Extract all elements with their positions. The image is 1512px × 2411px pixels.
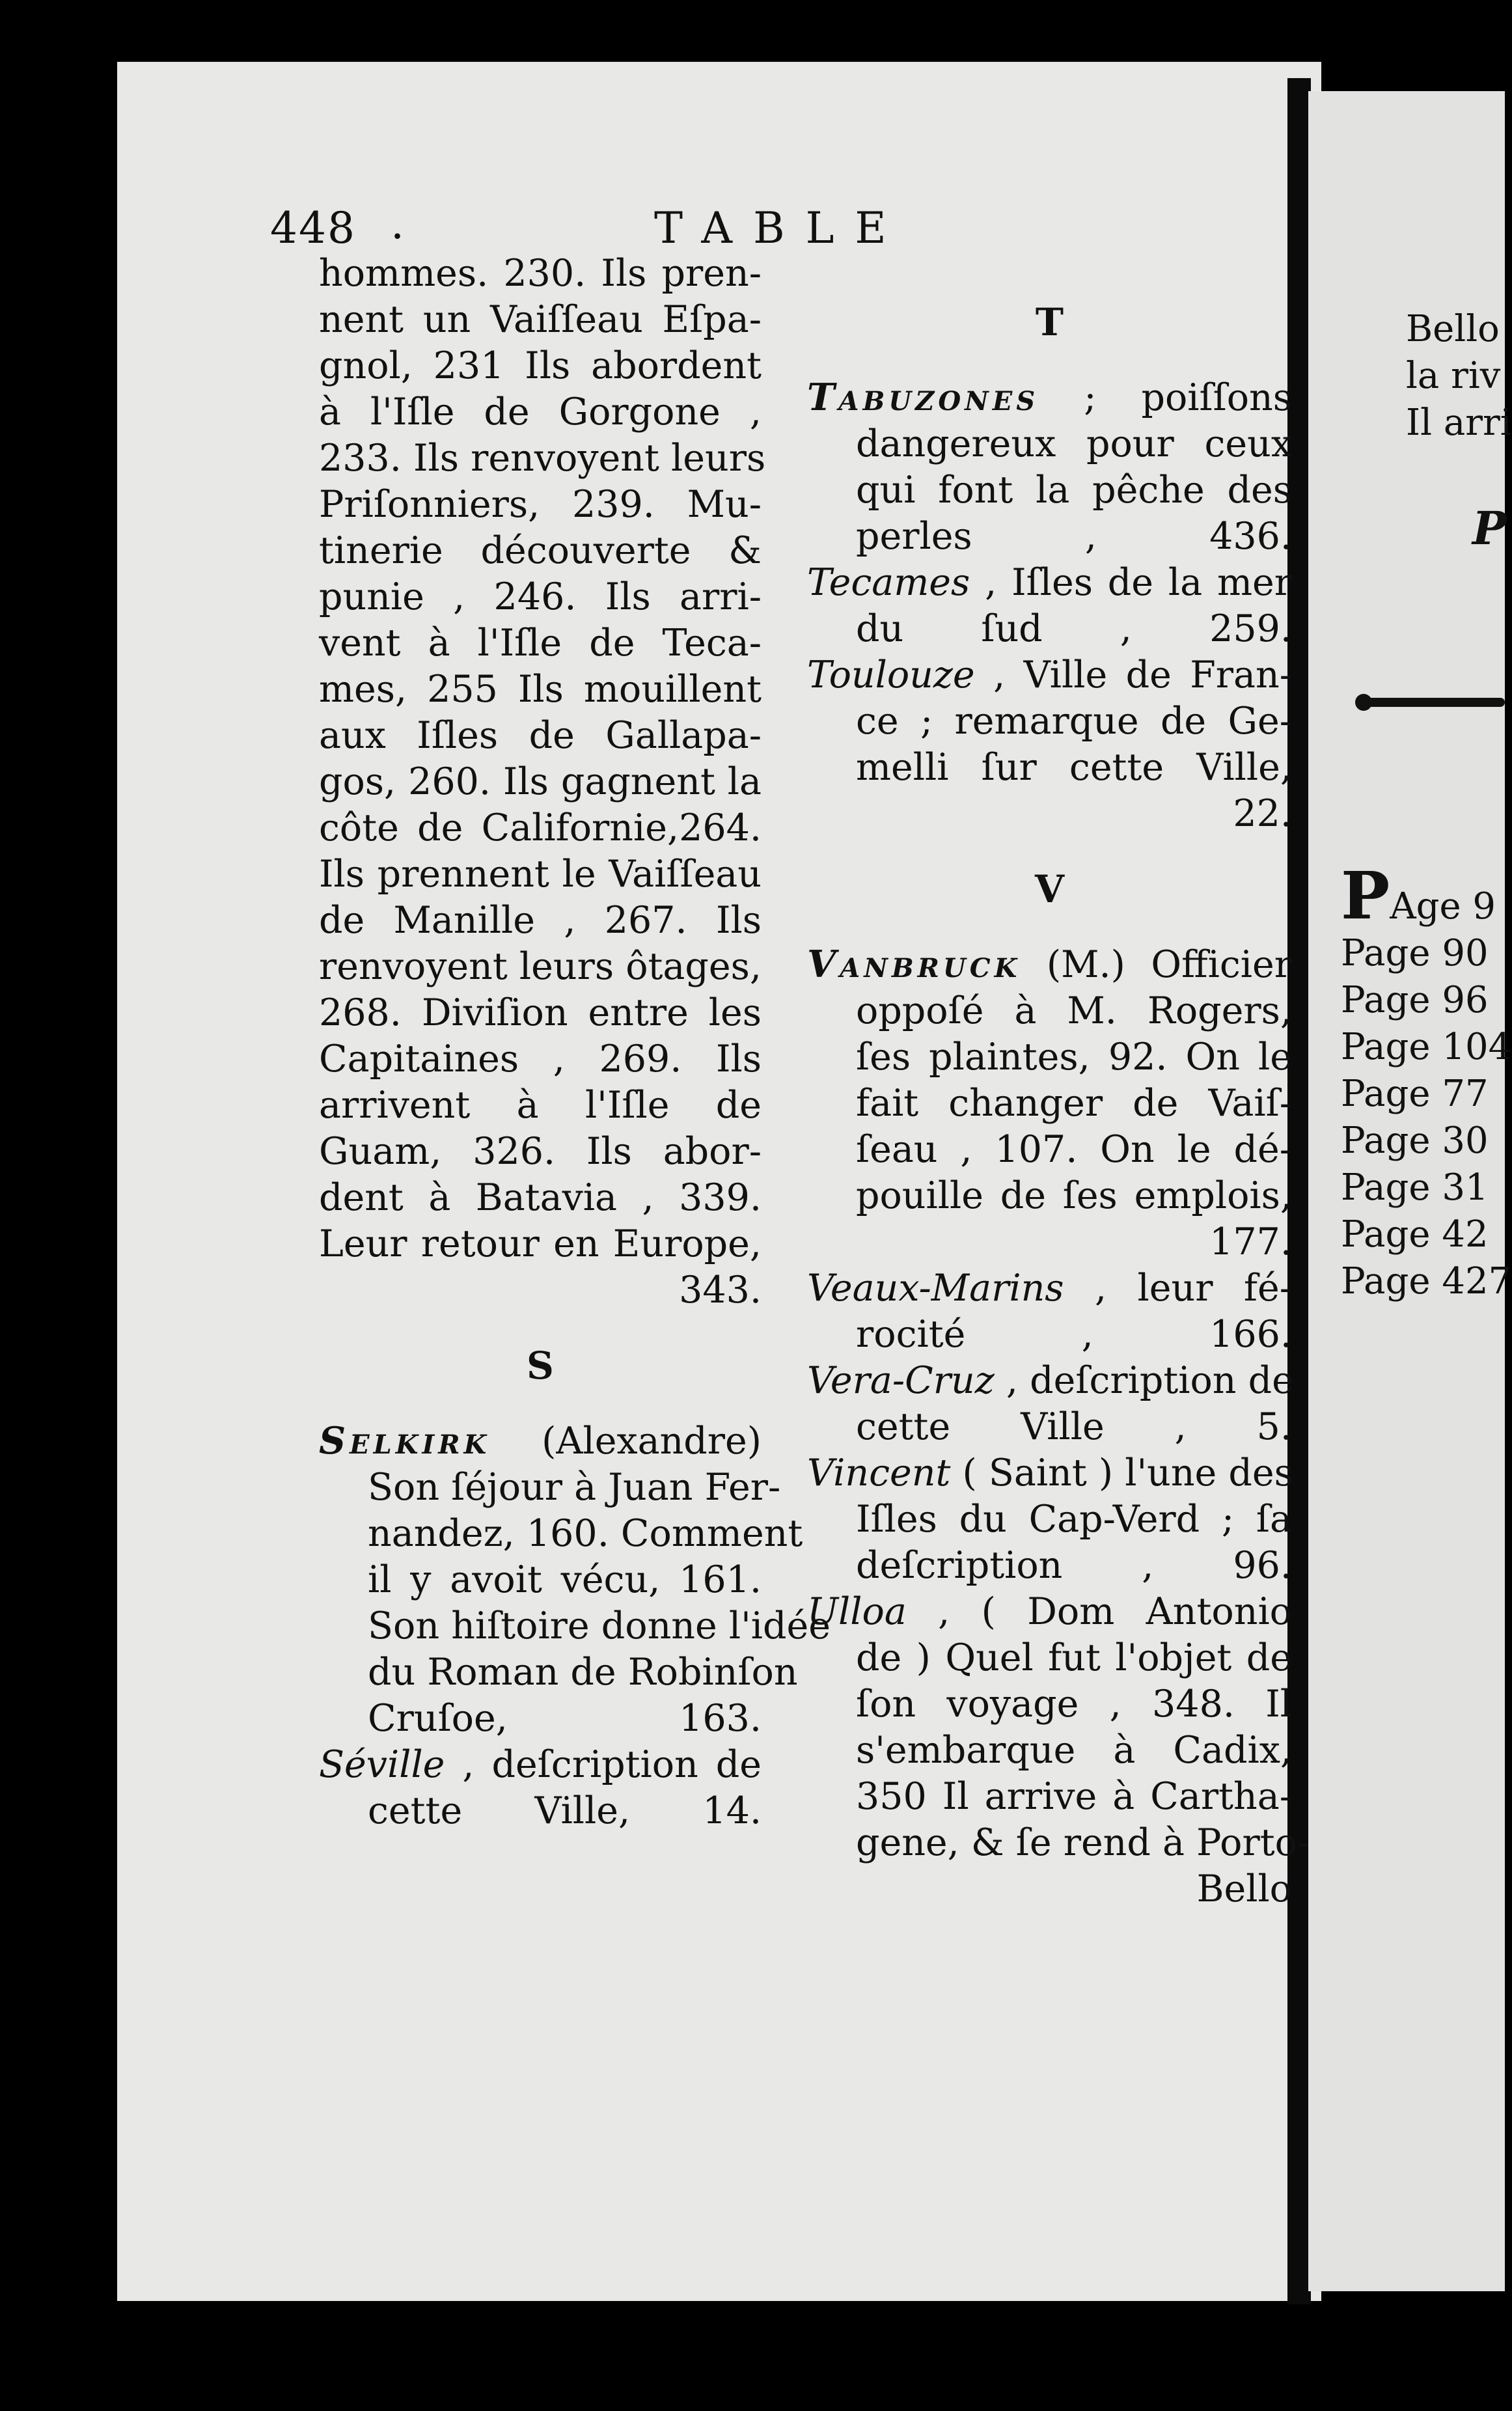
text-line: de ) Quel fut l'objet de [856,1636,1292,1679]
entry-headword: Veaux-Marins [807,1267,1064,1310]
text-line: qui font la pêche des [856,469,1292,512]
text-line: Page 96 [1341,979,1489,1021]
text-line: à l'Iſle de Gorgone , [319,391,762,434]
text-line: pouille de ſes emplois, [856,1174,1292,1217]
entry-headword: Ulloa [807,1590,907,1633]
text-line: la riv [1406,355,1501,397]
index-entry-vera-cruz [807,1358,1292,1404]
entry-text: ; poiſſons [1084,376,1292,419]
ornament-rule [1360,698,1505,707]
page-list-line [1341,1071,1511,1118]
text-line: Page 104 [1341,1026,1512,1068]
page-list-line [1341,1024,1511,1071]
entry-headword: Tecames [807,561,970,604]
entry-text: deſcription , [856,1544,1154,1587]
text-line: fait changer de Vaiſ- [856,1082,1292,1125]
right-page-initial: P [1472,501,1507,555]
entry-text: cette Ville , [856,1405,1187,1448]
entry-text: perles , [856,515,1097,558]
entry-text: cette Ville, [368,1789,631,1832]
text-line: nent un Vaiſſeau Eſpa- [319,298,762,341]
text-line: Age 9 [1390,885,1496,928]
entry-body [807,988,1292,1219]
page-list-line [1341,1164,1511,1211]
index-entry-seville [319,1742,762,1788]
index-entry-tecames [807,560,1292,606]
entry-last-line [319,1788,762,1834]
text-line: Leur retour en Europe, [319,1222,762,1265]
text-line: 350 Il arrive à Cartha- [856,1775,1292,1818]
section-letter-t: T [1035,300,1064,344]
text-line: Page 427 [1341,1260,1512,1302]
page-list-line [1341,857,1511,934]
entry-last-line [807,606,1292,652]
entry-last-line [807,1543,1292,1589]
index-entry-ulloa [807,1589,1292,1635]
entry-headword: Tabuzones [807,376,1039,419]
drop-cap: P [1341,857,1390,934]
right-page-list [1341,857,1512,1305]
running-title: TABLE [654,203,907,253]
text-line: Page 42 [1341,1213,1489,1256]
text-line: Ils prennent le Vaiſſeau [319,853,762,896]
entry-headword: Vera-Cruz [807,1359,995,1402]
entry-text: ( Saint ) l'une des [962,1452,1293,1495]
text-line: Il arri [1406,402,1512,444]
text-line: gene, & ſe rend à Porto- [856,1821,1310,1864]
text-line: il y avoit vécu, 161. [368,1558,762,1601]
entry-headword: Vincent [807,1452,951,1495]
text-line: 268. Diviſion entre les [319,991,762,1034]
text-line: dent à Batavia , 339. [319,1176,762,1219]
text-line: ſeau , 107. On le dé- [856,1128,1292,1171]
entry-body [807,698,1292,791]
text-line: renvoyent leurs ôtages, [319,945,762,988]
entry-text: du ſud , [856,607,1132,650]
text-line: du Roman de Robinſon [368,1651,798,1694]
text-line: punie , 246. Ils arri- [319,575,762,618]
text-line: Capitaines , 269. Ils [319,1038,762,1081]
section-letter-s: S [527,1343,554,1388]
text-line: Priſonniers, 239. Mu- [319,483,762,526]
entry-page-ref: 14. [702,1789,762,1832]
entry-page-ref: 96. [1233,1544,1293,1587]
page-list-line [1341,1118,1511,1164]
text-line: oppoſé à M. Rogers, [856,989,1292,1032]
index-entry-selkirk [319,1418,762,1465]
entry-page-ref: 177. [1209,1220,1292,1263]
entry-text: Cruſoe, [368,1697,508,1740]
entry-last-line [807,1404,1292,1450]
entry-text: , ( Dom Antonio [938,1590,1292,1633]
text-line: Page 31 [1341,1166,1489,1209]
text-line: melli ſur cette Ville, [856,746,1292,789]
index-entry-veaux-marins [807,1265,1292,1312]
text-line: s'embarque à Cadix, [856,1729,1292,1772]
page-list-line [1341,930,1511,977]
page-list-line [1341,1211,1511,1258]
text-line: Page 77 [1341,1073,1489,1115]
index-column-left [319,251,831,1834]
entry-text: , Ville de Fran- [993,654,1292,696]
index-entry-tabuzones [807,374,1292,421]
text-line: Son ſéjour à Juan Fer- [368,1466,781,1509]
entry-page-ref: 5. [1256,1405,1292,1448]
entry-page-ref: 166. [1209,1313,1293,1356]
entry-page-ref: 259. [1209,607,1292,650]
text-line: tinerie découverte & [319,529,762,572]
entry-page-ref: 22. [1233,792,1292,835]
entry-headword: Séville [319,1743,445,1786]
entry-last-line [807,514,1292,560]
entry-last-line [807,1312,1292,1358]
page-list-line [1341,1258,1511,1305]
text-line: aux Iſles de Gallapa- [319,714,762,757]
text-line: Page 30 [1341,1120,1489,1162]
entry-text: (M.) Officier [1046,943,1292,986]
text-line: nandez, 160. Comment [368,1512,803,1555]
text-line: dangereux pour ceux [856,422,1292,465]
entry-text: , deſcription de [1006,1359,1294,1402]
entry-text: rocité , [856,1313,1093,1356]
text-line: ſes plaintes, 92. On le [856,1036,1292,1079]
text-line: hommes. 230. Ils pren- [319,252,762,295]
entry-continuation [319,251,766,1267]
text-line: gnol, 231 Ils abordent [319,344,762,387]
entry-body [807,421,1292,514]
index-entry-vanbruck [807,941,1292,988]
entry-headword: Vanbruck [807,943,1021,986]
text-line: de Manille , 267. Ils [319,899,762,942]
section-letter-v: V [1034,867,1064,911]
text-line: ce ; remarque de Ge- [856,700,1292,743]
index-entry-vincent [807,1450,1292,1496]
entry-body [807,1496,1292,1543]
entry-last-line [319,1696,762,1742]
index-column-right [807,296,1310,1912]
entry-text: , Iſles de la mer [985,561,1292,604]
text-line: vent à l'Iſle de Teca- [319,622,762,665]
entry-page-ref: 163. [679,1697,762,1740]
entry-headword: Selkirk [319,1419,491,1463]
entry-page-ref: 343. [679,1269,762,1312]
text-line: Guam, 326. Ils abor- [319,1130,762,1173]
text-line: Bello [1406,308,1500,350]
entry-headword: Toulouze [807,654,975,696]
text-line: 233. Ils renvoyent leurs [319,437,766,480]
entry-text: , leur fé- [1094,1267,1292,1310]
text-line: Son hiſtoire donne l'idée [368,1605,831,1647]
header-dot: . [391,199,404,249]
index-entry-toulouze [807,652,1292,698]
text-line: gos, 260. Ils gagnent la [319,760,762,803]
page-number: 448 [270,203,356,253]
entry-body [319,1465,831,1696]
text-line: ſon voyage , 348. Il [856,1683,1292,1726]
catchword: Bello [1196,1867,1292,1910]
entry-page-ref: 436. [1209,515,1292,558]
text-line: Page 90 [1341,932,1489,974]
text-line: mes, 255 Ils mouillent [319,668,762,711]
text-line: Iſles du Cap-Verd ; ſa [856,1498,1292,1541]
text-line: arrivent à l'Iſle de [319,1084,762,1127]
text-line: côte de Californie,264. [319,806,762,849]
right-page-top-text [1406,306,1512,447]
entry-text: , deſcription de [462,1743,762,1786]
entry-body [807,1635,1310,1866]
entry-text: (Alexandre) [542,1420,762,1463]
page-list-line [1341,977,1511,1024]
